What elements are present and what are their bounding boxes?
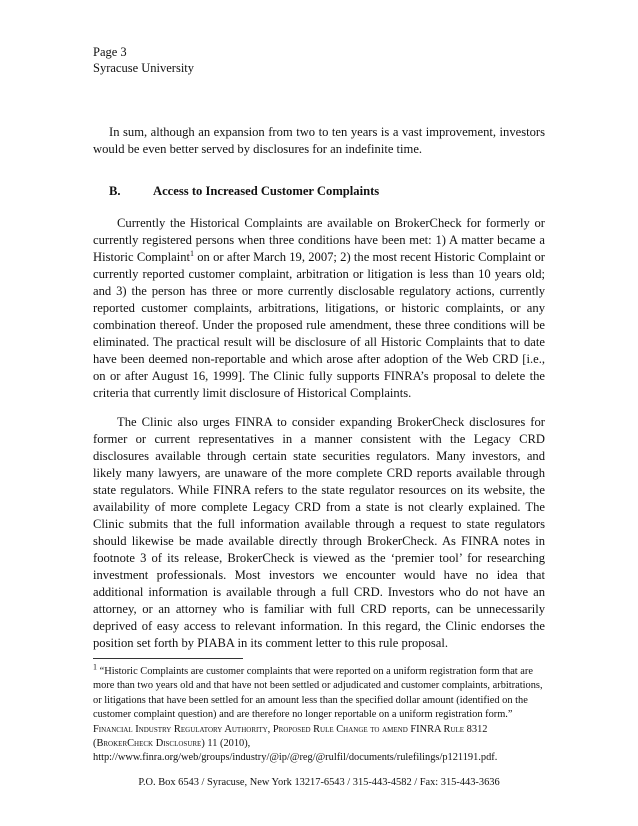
complaints-paragraph — [93, 215, 545, 402]
intro-paragraph: In sum, although an expansion from two to ten years is a vast improvement, investors would be even better served by disclosures for an indefinite time. — [93, 125, 545, 156]
footnote-citation: 11 (2010), http://www.finra.org/web/groups/industry/@ip/@reg/@rulfil/documents/rulefilings/p121191.pdf. — [93, 738, 498, 764]
section-number: B. — [109, 184, 121, 198]
footnote-reference: 1 — [190, 248, 194, 258]
institution-name: Syracuse University — [93, 61, 195, 75]
footnote — [93, 662, 545, 766]
footnote-marker: 1 — [93, 662, 97, 672]
footnote-divider — [93, 658, 243, 659]
complaints-text-start: Currently the Historical Complaints are available on BrokerCheck for formerly or currently registered persons when three conditions have been met: 1) A matter became a Historic Complaint — [93, 216, 545, 264]
page-number: Page 3 — [93, 45, 127, 59]
complaints-text-end: on or after March 19, 2007; 2) the most recent Historic Complaint or currently reported customer complaint, arbitration or litigation is less than 10 years old; and 3) the person has three or more currently disclosable regulatory actions, currently reported customer complaints, arbitrations, litigations, or historic complaints, or any combination thereof. Under the proposed rule amendment, these three conditions will be eliminated. The practical result will be disclosure of all Historic Complaints that to date have been deemed non-reportable and which arose after adoption of the Web CRD [i.e., on or after August 16, 1999]. The Clinic fully supports FINRA’s proposal to delete the criteria that currently limit disclosure of Historical Complaints. — [93, 250, 545, 400]
section-title: Access to Increased Customer Complaints — [153, 184, 380, 198]
legacy-crd-paragraph: The Clinic also urges FINRA to consider expanding BrokerCheck disclosures for former or current representatives in a manner consistent with the Legacy CRD disclosures available through certain state securities regulators. Many investors, and likely many lawyers, are unaware of the more complete CRD reports available through state regulators. While FINRA refers to the state regulator resources on its website, the availability of more complete Legacy CRD from a state is not clearly explained. The Clinic submits that the full information available through a request to state regulators should likewise be made available directly through BrokerCheck. As FINRA notes in footnote 3 of its release, BrokerCheck is viewed as the ‘premier tool’ for researching investment professionals. Most investors we encounter would have no idea that additional information is available through a full CRD. Investors who do not have an attorney, or an attorney who is familiar with full CRD reports, can be unnecessarily deprived of easy access to relevant information. In this regard, the Clinic endorses the position set forth by PIABA in its comment letter to this rule proposal. — [93, 415, 545, 650]
footnote-quote: “Historic Complaints are customer complaints that were reported on a uniform registration form that are more than two years old and that have not been settled or adjudicated and customer complaints, arbitrations, or litigations that have been settled for an amount less than the specified dollar amount (identified on the customer complaint question) and are therefore no longer reportable on a uniform registration form.” — [93, 666, 543, 721]
footnote-source: Financial Industry Regulatory Authority, Proposed Rule Change to amend FINRA Rule 8312 (BrokerCheck Disclosure) — [93, 723, 488, 750]
page-header — [93, 44, 194, 76]
section-heading — [93, 183, 545, 200]
address-footer: P.O. Box 6543 / Syracuse, New York 13217-6543 / 315-443-4582 / Fax: 315-443-3636 — [138, 777, 500, 788]
